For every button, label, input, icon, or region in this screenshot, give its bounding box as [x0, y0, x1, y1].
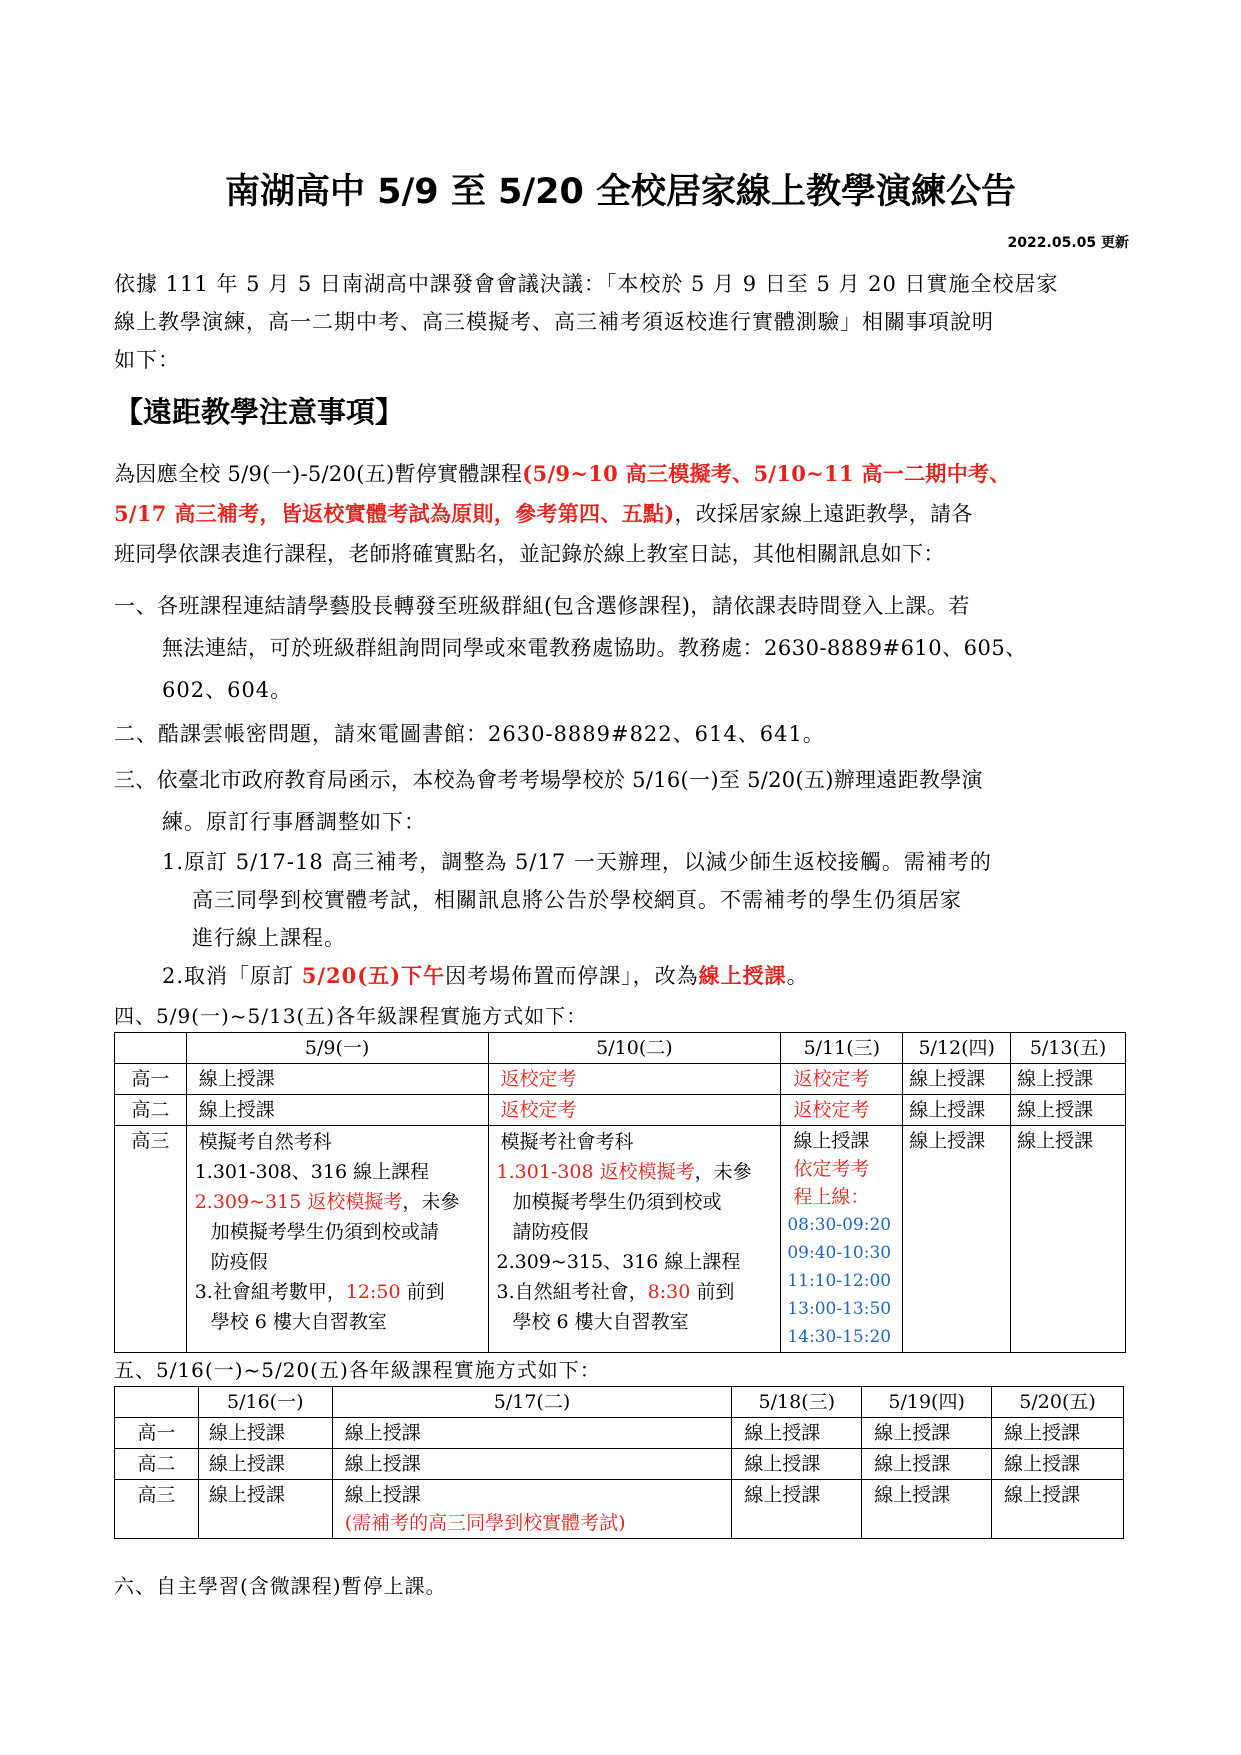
table-header: 5/12(四): [903, 1033, 1011, 1064]
intro-line-3: 如下：: [114, 348, 180, 372]
para-line-2: [114, 498, 973, 528]
item-3-2: [162, 960, 809, 990]
cell-text: ，未參: [694, 1161, 752, 1183]
table-cell: 線上授課: [1011, 1126, 1126, 1353]
cell-highlight: 309~315 返校模擬考: [212, 1191, 403, 1213]
table-cell: 線上授課: [903, 1126, 1011, 1353]
table-cell: 線上授課: [862, 1480, 992, 1539]
item-6: 六、自主學習(含微課程)暫停上課。: [114, 1574, 447, 1598]
section-heading: 【遠距教學注意事項】: [114, 395, 405, 429]
time-slot: 08:30-09:20: [787, 1215, 892, 1235]
grade-label: 高三: [115, 1126, 187, 1353]
item-1-line-2: 無法連結，可於班級群組詢問同學或來電教務處協助。教務處：2630-8889#610、605、: [162, 636, 1027, 660]
item-4: 四、5/9(一)~5/13(五)各年級課程實施方式如下：: [114, 1004, 588, 1028]
schedule-table-1: [114, 1032, 1126, 1353]
item-3-line-2: 練。原訂行事曆調整如下：: [162, 810, 426, 834]
cell-line: 學校 6 樓大自習教室: [512, 1311, 689, 1333]
cell-line: [497, 1277, 775, 1307]
table-header: [115, 1033, 187, 1064]
cell-line: 模擬考社會考科: [500, 1131, 634, 1153]
item-5: 五、5/16(一)~5/20(五)各年級課程實施方式如下：: [114, 1358, 601, 1382]
item-3-2-text: 。: [786, 964, 809, 988]
cell-text: 1.: [496, 1161, 515, 1183]
table-header: 5/19(四): [862, 1387, 992, 1418]
table-row: [115, 1449, 1124, 1480]
table-cell-senior-5-17: [332, 1480, 732, 1539]
grade-label: 高一: [115, 1418, 199, 1449]
grade-label: 高二: [115, 1449, 199, 1480]
cell-text: 前到: [400, 1281, 445, 1303]
time-slot: 11:10-12:00: [787, 1271, 892, 1291]
table-header: 5/11(三): [781, 1033, 903, 1064]
table-header-row: [115, 1387, 1124, 1418]
cell-line: 防疫假: [210, 1251, 268, 1273]
cell-line: 學校 6 樓大自習教室: [210, 1311, 387, 1333]
table-cell: 線上授課: [992, 1418, 1124, 1449]
table-cell: 返校定考: [781, 1064, 903, 1095]
cell-line: 程上線：: [793, 1186, 870, 1208]
table-cell: 線上授課: [1011, 1064, 1126, 1095]
table-row: [115, 1480, 1124, 1539]
time-slot: 09:40-10:30: [787, 1243, 892, 1263]
time-slot: 14:30-15:20: [787, 1327, 892, 1347]
table-cell: 線上授課: [732, 1418, 862, 1449]
table-row: [115, 1126, 1126, 1353]
cell-line: 加模擬考學生仍須到校或請: [210, 1221, 439, 1243]
table-cell: 線上授課: [198, 1418, 332, 1449]
cell-line: 依定考考: [793, 1158, 870, 1180]
cell-line: 線上授課: [344, 1484, 421, 1506]
table-cell: 線上授課: [992, 1449, 1124, 1480]
table-cell: 線上授課: [732, 1449, 862, 1480]
item-3-2-text: 2.取消「原訂: [162, 964, 302, 988]
intro-line-2: 線上教學演練，高一二期中考、高三模擬考、高三補考須返校進行實體測驗」相關事項說明: [114, 310, 994, 334]
table-cell: 返校定考: [488, 1064, 781, 1095]
table-cell: 線上授課: [186, 1064, 488, 1095]
intro-line-1: 依據 111 年 5 月 5 日南湖高中課發會會議決議：「本校於 5 月 9 日至 5 月 20 日實施全校居家: [114, 272, 1059, 296]
item-2: 二、酷課雲帳密問題，請來電圖書館：2630-8889#822、614、641。: [114, 722, 825, 746]
item-1-line-1: 一、各班課程連結請學藝股長轉發至班級群組(包含選修課程)，請依課表時間登入上課。若: [114, 594, 970, 618]
cell-text: 3.自然組考社會，: [496, 1281, 648, 1303]
para-highlight: (5/9~10 高三模擬考、5/10~11 高一二期中考、: [522, 461, 1011, 486]
table-cell: 線上授課: [198, 1449, 332, 1480]
table-cell: 線上授課: [332, 1418, 732, 1449]
cell-line: [195, 1277, 482, 1307]
para-line-3: 班同學依課表進行課程，老師將確實點名，並記錄於線上教室日誌，其他相關訊息如下：: [114, 542, 945, 566]
cell-line: 1.301-308、316 線上課程: [194, 1161, 430, 1183]
table-header: 5/20(五): [992, 1387, 1124, 1418]
cell-note: (需補考的高三同學到校實體考試): [344, 1512, 626, 1534]
item-3-2-highlight: 線上授課: [698, 963, 787, 988]
cell-line: [497, 1157, 775, 1187]
para-line-1: [114, 458, 1011, 488]
table-cell-senior-5-10: [488, 1126, 781, 1353]
table-cell: 線上授課: [862, 1449, 992, 1480]
table-cell: 線上授課: [732, 1480, 862, 1539]
cell-line: 加模擬考學生仍須到校或: [512, 1191, 722, 1213]
item-3-line-1: 三、依臺北市政府教育局函示，本校為會考考場學校於 5/16(一)至 5/20(五)辦理遠距教學演: [114, 768, 983, 792]
table-cell-senior-5-11: [781, 1126, 903, 1353]
para-text: ，改採居家線上遠距教學，請各: [674, 502, 973, 526]
cell-text: ，未參: [402, 1191, 460, 1213]
para-text: 為因應全校 5/9(一)-5/20(五)暫停實體課程: [114, 462, 523, 486]
table-cell: 線上授課: [198, 1480, 332, 1539]
table-cell: 線上授課: [903, 1064, 1011, 1095]
table-header: 5/13(五): [1011, 1033, 1126, 1064]
table-cell: 線上授課: [862, 1418, 992, 1449]
updated-date: 2022.05.05 更新: [1007, 235, 1129, 251]
table-header: 5/9(一): [186, 1033, 488, 1064]
table-header: 5/10(二): [488, 1033, 781, 1064]
table-cell: 線上授課: [1011, 1095, 1126, 1126]
table-cell-senior-5-9: [186, 1126, 488, 1353]
table-cell: 返校定考: [781, 1095, 903, 1126]
cell-text: 3.社會組考數甲，: [194, 1281, 346, 1303]
grade-label: 高一: [115, 1064, 187, 1095]
cell-line: [195, 1187, 482, 1217]
item-3-1-line-2: 高三同學到校實體考試，相關訊息將公告於學校網頁。不需補考的學生仍須居家: [192, 888, 962, 912]
cell-highlight: 12:50: [345, 1281, 401, 1303]
grade-label: 高二: [115, 1095, 187, 1126]
table-header-row: [115, 1033, 1126, 1064]
table-cell: 線上授課: [903, 1095, 1011, 1126]
schedule-table-2: [114, 1386, 1124, 1539]
table-cell: 返校定考: [488, 1095, 781, 1126]
para-highlight: 5/17 高三補考，皆返校實體考試為原則，參考第四、五點): [114, 501, 675, 526]
item-1-line-3: 602、604。: [162, 678, 293, 702]
cell-line: 請防疫假: [512, 1221, 589, 1243]
table-cell: 線上授課: [332, 1449, 732, 1480]
table-header: [115, 1387, 199, 1418]
item-3-1-line-1: 1.原訂 5/17-18 高三補考，調整為 5/17 一天辦理，以減少師生返校接觸。需補考的: [162, 850, 992, 874]
cell-line: 線上授課: [793, 1130, 870, 1152]
item-3-2-highlight: 5/20(五)下午: [301, 963, 446, 988]
table-cell: 線上授課: [186, 1095, 488, 1126]
cell-highlight: 8:30: [647, 1281, 691, 1303]
table-row: [115, 1064, 1126, 1095]
time-slot: 13:00-13:50: [787, 1299, 892, 1319]
table-cell: 線上授課: [992, 1480, 1124, 1539]
cell-highlight: 301-308 返校模擬考: [514, 1161, 695, 1183]
cell-text: 2.: [194, 1191, 213, 1213]
cell-line: 模擬考自然考科: [198, 1131, 332, 1153]
table-header: 5/16(一): [198, 1387, 332, 1418]
item-3-2-text: 因考場佈置而停課」，改為: [445, 964, 699, 988]
grade-label: 高三: [115, 1480, 199, 1539]
table-row: [115, 1095, 1126, 1126]
item-3-1-line-3: 進行線上課程。: [192, 926, 346, 950]
cell-line: 2.309~315、316 線上課程: [496, 1251, 741, 1273]
cell-text: 前到: [690, 1281, 735, 1303]
page-title: 南湖高中 5/9 至 5/20 全校居家線上教學演練公告: [224, 172, 1017, 212]
table-row: [115, 1418, 1124, 1449]
table-header: 5/18(三): [732, 1387, 862, 1418]
table-header: 5/17(二): [332, 1387, 732, 1418]
